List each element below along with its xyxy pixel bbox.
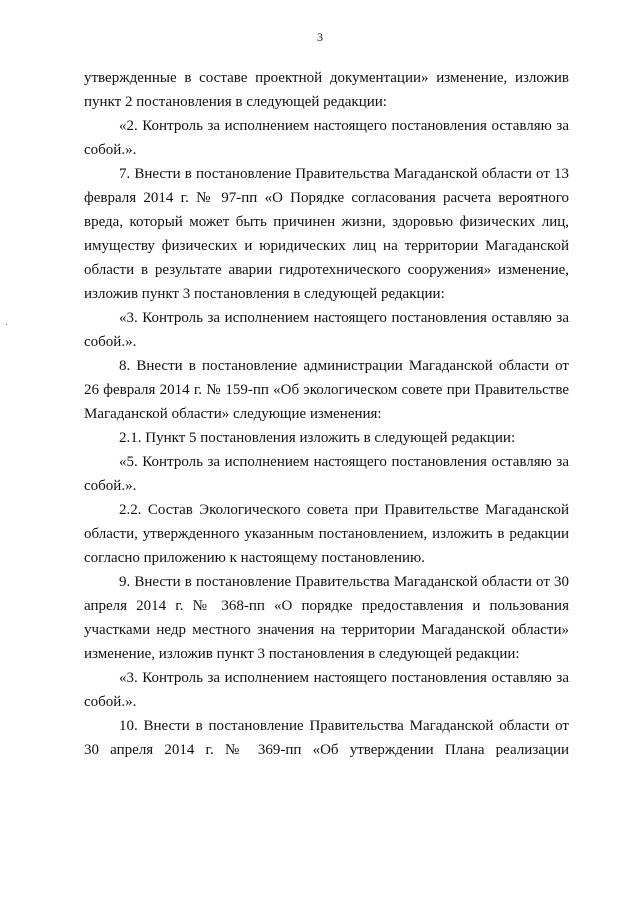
paragraph-item-10: 10. Внести в постановление Правительства Магаданской области от 30 апреля 2014 г. № 369-пп «Об утверждении Плана реализации bbox=[84, 718, 569, 758]
paragraph-quote-item-3: «3. Контроль за исполнением настоящего постановления оставляю за собой.». bbox=[84, 310, 569, 350]
paragraph-quote-item-2: «2. Контроль за исполнением настоящего постановления оставляю за собой.». bbox=[84, 118, 569, 158]
scan-artifact bbox=[6, 324, 7, 325]
page-number: 3 bbox=[317, 30, 323, 44]
paragraph-item-8: 8. Внести в постановление администрации Магаданской области от 26 февраля 2014 г. № 159-пп «Об экологическом совете при Правительстве Магаданской области» следующие изменения: bbox=[84, 358, 569, 422]
paragraph-quote-item-5: «5. Контроль за исполнением настоящего постановления оставляю за собой.». bbox=[84, 454, 569, 494]
paragraph-subitem-2-1: 2.1. Пункт 5 постановления изложить в следующей редакции: bbox=[119, 430, 516, 446]
paragraph-subitem-2-2: 2.2. Состав Экологического совета при Правительстве Магаданской области, утвержденного указанным постановлением, изложить в редакции согласно приложению к настоящему постановлению. bbox=[84, 502, 569, 566]
document-body bbox=[84, 66, 569, 762]
paragraph-item-7: 7. Внести в постановление Правительства Магаданской области от 13 февраля 2014 г. № 97-пп «О Порядке согласования расчета вероятного вреда, который может быть причинен жизни, здоровью физических лиц, имуществу физических и юридических лиц на территории Магаданской области в результате аварии гидротехнического сооружения» изменение, изложив пункт 3 постановления в следующей редакции: bbox=[84, 166, 569, 302]
paragraph-item-9: 9. Внести в постановление Правительства Магаданской области от 30 апреля 2014 г. № 368-пп «О порядке предоставления и пользования участками недр местного значения на территории Магаданской области» изменение, изложив пункт 3 постановления в следующей редакции: bbox=[84, 574, 569, 662]
paragraph-continuation: утвержденные в составе проектной документации» изменение, изложив пункт 2 постановления в следующей редакции: bbox=[84, 70, 569, 110]
paragraph-quote-item-3-second: «3. Контроль за исполнением настоящего постановления оставляю за собой.». bbox=[84, 670, 569, 710]
